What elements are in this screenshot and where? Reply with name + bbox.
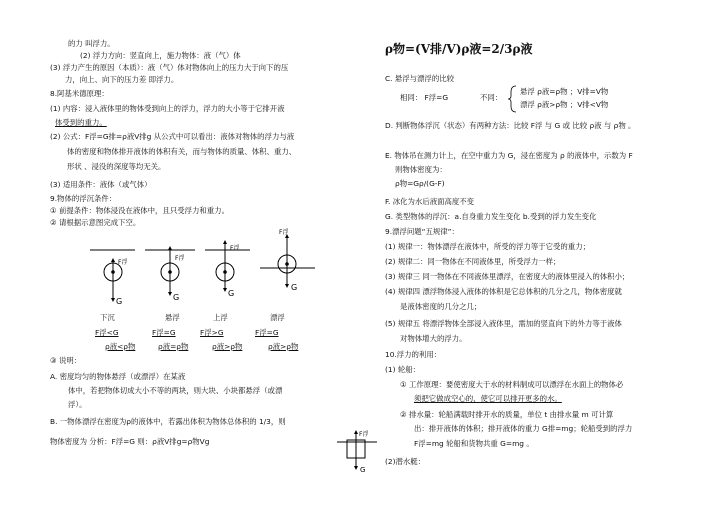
text-line: (2) 规律二：同一物体在不同液体里，所受浮力一样； [385,257,561,266]
text-line: (1) 轮船： [385,365,420,374]
text-line: 体受到的重力。 [55,118,107,127]
text-line: 相同： F浮=G [400,93,449,102]
text-line: A. 密度均匀的物体悬浮（或漂浮）在某液 [50,372,186,381]
text-line: B. 一物体漂浮在密度为ρ的液体中，若露出体积为物体总体积的 1/3，则 [50,417,286,426]
formula: ρ物=(V排/V)ρ液=2/3ρ液 [385,42,533,56]
text-line: (1) 内容：浸入液体里的物体受到向上的浮力，浮力的大小等于它排开液 [50,104,285,113]
state-label: 下沉 [100,313,115,322]
force-relation: F浮<G [95,328,119,337]
text-line: 体中，若把物体切成大小不等的两块，则大块、小块都悬浮（或漂 [68,386,283,395]
text-line: 悬浮 ρ液=ρ物 ；V排=V物 [520,87,609,96]
text-line: ② 排水量：轮船满载时排开水的质量，单位 t 由排水量 m 可计算 [400,410,614,419]
state-label: 漂浮 [270,313,285,322]
gravity-label: G [116,297,123,306]
text-line: 的力 叫浮力。 [68,39,115,48]
gravity-label: G [228,289,235,298]
text-line: ① 工作原理：要使密度大于水的材料制成可以漂浮在水面上的物体必 [400,380,624,389]
text-line: 浮）。 [68,400,87,409]
density-relation: ρ液<ρ物 [105,342,136,351]
cube-diagram [335,428,380,478]
force-relation: F浮>G [200,328,224,337]
gravity-label: G [173,293,180,302]
brace [508,85,518,113]
text-line: 物体密度为 分析：F浮=G 则：ρ液V排g=ρ物Vg [50,437,210,446]
text-line: (3) 浮力产生的原因（本质）：液（气）体对物体向上的压力大于向下的压 [50,63,289,72]
text-line: D. 判断物体浮沉（状态）有两种方法：比较 F浮 与 G 或 比较 ρ液 与 ρ物 。 [385,121,636,130]
text-line: ① 前提条件：物体浸没在液体中，且只受浮力和重力。 [50,206,229,215]
text-line: 须把它做成空心的，使它可以排开更多的水。 [414,394,562,403]
text-line: 体的密度和物体排开液体的体积有关，而与物体的质量、体积、重力、 [67,147,297,156]
force-label: F浮 [118,259,128,266]
gravity-label: G [360,466,366,474]
gravity-label: G [291,283,298,292]
text-line: (3) 适用条件：液体（或气体） [50,180,152,189]
text-line: (4) 规律四 漂浮物体浸入液体的体积是它总体积的几分之几，物体密度就 [385,287,622,296]
text-line: C. 悬浮与漂浮的比较 [385,74,454,83]
text-line: (2)潜水艇： [385,457,426,466]
text-line: 则物体密度为： [395,165,447,174]
density-relation: ρ液>ρ物 [212,342,243,351]
text-line: 不同： [480,93,503,102]
density-relation: ρ液>ρ物 [268,342,299,351]
state-label: 上浮 [213,313,228,322]
text-line: F. 冰化为水后液面高度不变 [385,197,475,206]
section-heading: 9.漂浮问题“五规律”： [385,227,459,236]
buoyancy-diagram [85,228,325,318]
density-relation: ρ液=ρ物 [158,342,189,351]
text-line: ② 请根据示意图完成下空。 [50,218,141,227]
text-line: 对物体增大的浮力。 [400,334,467,343]
text-line: E. 物体吊在测力计上，在空中重力为 G，浸在密度为 ρ 的液体中，示数为 F [385,151,633,160]
force-relation: F浮=G [255,328,279,337]
text-line: (2) 浮力方向：竖直向上，施力物体：液（气）体 [80,51,241,60]
state-label: 悬浮 [165,313,180,322]
text-line: ③ 说明： [50,356,82,365]
force-label: F浮 [175,255,185,262]
text-line: 形状 、浸没的深度等均无关。 [67,162,166,171]
text-line: ρ物=Gρ/(G-F) [395,179,445,188]
force-relation: F浮=G [152,328,176,337]
text-line: 出：排开液体的体积；排开液体的重力 G排=mg；轮船受到的浮力 [414,424,633,433]
text-line: F浮=mg 轮船和货物共重 G=mg 。 [414,439,534,448]
force-label: F浮 [279,229,289,236]
force-label: F浮 [359,431,369,438]
text-line: 漂浮 ρ液>ρ物 ；V排<V物 [520,100,609,109]
text-line: (1) 规律一：物体漂浮在液体中，所受的浮力等于它受的重力； [385,242,590,251]
text-line: (5) 规律五 将漂浮物体全部浸入液体里，需加的竖直向下的外力等于液体 [385,319,622,328]
text-line: (3) 规律三 同一物体在不同液体里漂浮，在密度大的液体里浸入的体积小； [385,272,630,281]
section-heading: 8.阿基米德原理： [50,89,109,98]
force-label: F浮 [230,245,240,252]
text-line: (2) 公式：F浮=G排=ρ液V排g 从公式中可以看出：液体对物体的浮力与液 [50,132,295,141]
text-line: 是液体密度的几分之几； [400,302,482,311]
section-heading: 9.物体的浮沉条件： [50,194,117,203]
text-line: 力，向上、向下的压力差 即浮力。 [65,75,179,84]
section-heading: 10.浮力的利用： [385,350,442,359]
text-line: G. 类型物体的浮沉：a.自身重力发生变化 b.受到的浮力发生变化 [385,212,597,221]
